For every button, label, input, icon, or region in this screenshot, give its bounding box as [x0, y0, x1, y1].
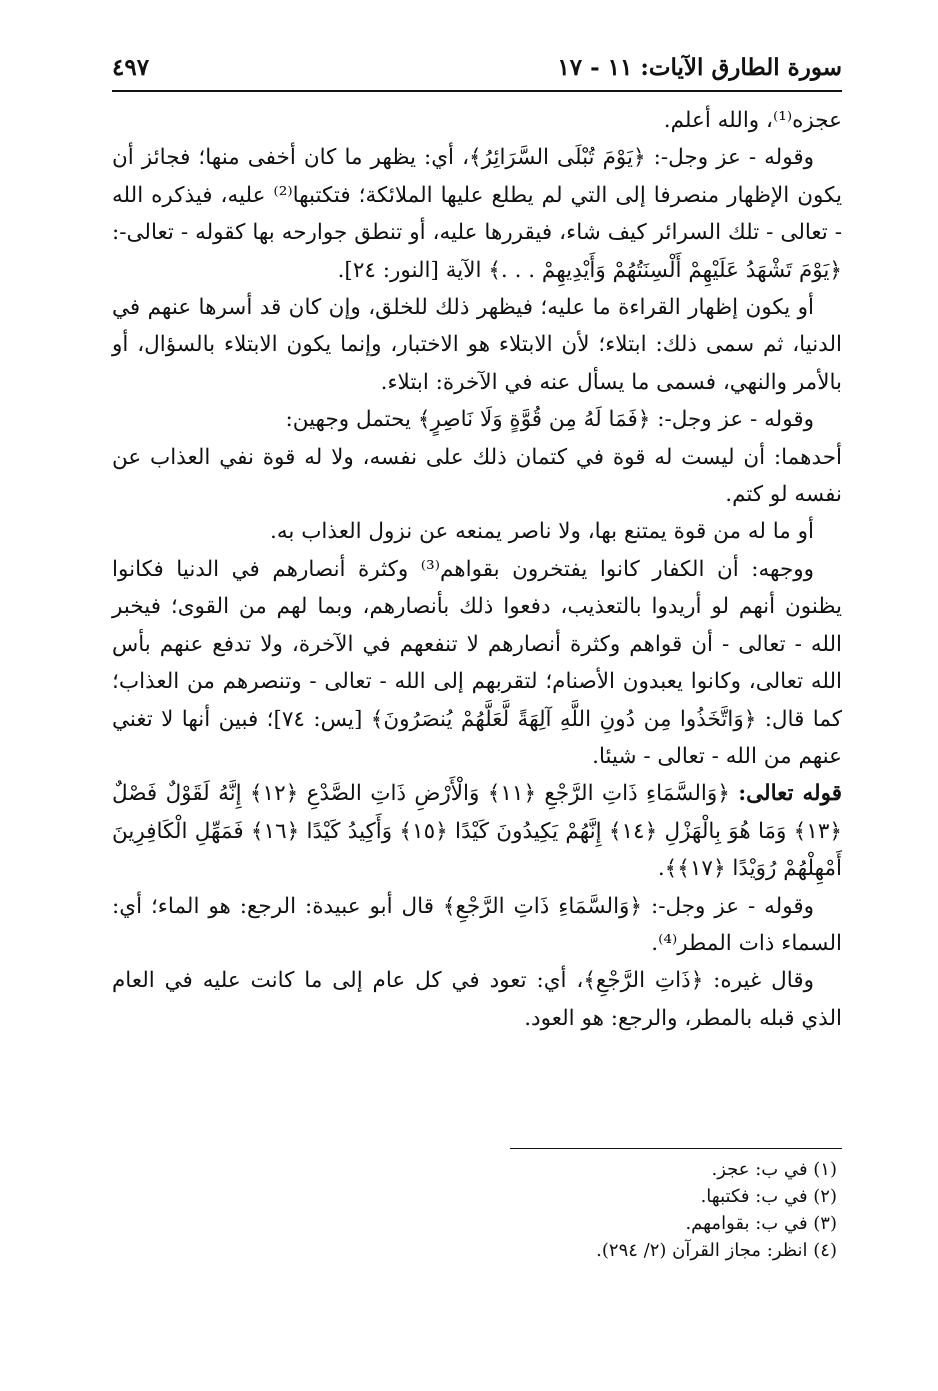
footnote: (٢) في ب: فكتبها.	[700, 1186, 837, 1207]
header-rule	[112, 90, 842, 92]
paragraph: وقوله - عز وجل-: ﴿يَوْمَ تُبْلَى السَّرَائِرُ﴾، أي: يظهر ما كان أخفى منها؛ فجائز أن يكون الإظهار منصرفا إلى التي لم يطلع عليها الملائكة؛ فتكتبها⁽²⁾ عليه، فيذكره الله - تعالى - تلك السرائر كيف شاء، فيقررها عليه، أو تنطق جوارحه بها كقوله - تعالى-: ﴿يَوْمَ تَشْهَدُ عَلَيْهِمْ أَلْسِنَتُهُمْ وَأَيْدِيهِمْ . . .﴾ الآية [النور: ٢٤].	[112, 145, 843, 283]
running-title: سورة الطارق الآيات: ١١ - ١٧	[557, 54, 842, 81]
paragraph: عجزه⁽¹⁾، والله أعلم.	[663, 108, 842, 133]
verse-block	[112, 775, 842, 887]
footnote: (٤) انظر: مجاز القرآن (٢/ ٢٩٤).	[596, 1240, 837, 1261]
footnotes	[112, 1156, 837, 1264]
footnote: (١) في ب: عجز.	[711, 1159, 837, 1180]
footnote: (٣) في ب: بقوامهم.	[685, 1213, 837, 1234]
verse-text: ﴿وَالسَّمَاءِ ذَاتِ الرَّجْعِ ﴿١١﴾ وَالْأَرْضِ ذَاتِ الصَّدْعِ ﴿١٢﴾ إِنَّهُ لَقَوْلٌ فَصْلٌ ﴿١٣﴾ وَمَا هُوَ بِالْهَزْلِ ﴿١٤﴾ إِنَّهُمْ يَكِيدُونَ كَيْدًا ﴿١٥﴾ وَأَكِيدُ كَيْدًا ﴿١٦﴾ فَمَهِّلِ الْكَافِرِينَ أَمْهِلْهُمْ رُوَيْدًا ﴿١٧﴾﴾.	[112, 781, 842, 882]
page-header	[112, 48, 842, 88]
paragraph: أحدهما: أن ليست له قوة في كتمان ذلك على نفسه، ولا له قوة نفي العذاب عن نفسه لو كتم.	[112, 444, 842, 508]
verse-lead: قوله تعالى:	[738, 781, 842, 807]
paragraph: أو يكون إظهار القراءة ما عليه؛ فيظهر ذلك للخلق، وإن كان قد أسرها عنهم في الدنيا، ثم سمى ذلك: ابتلاء؛ لأن الابتلاء هو الاختبار، وإنما يكون الابتلاء بالسؤال، أو بالأمر والنهي، فسمى ما يسأل عنه في الآخرة: ابتلاء.	[112, 295, 842, 395]
page-number: ٤٩٧	[112, 54, 150, 81]
paragraph: وقوله - عز وجل-: ﴿فَمَا لَهُ مِن قُوَّةٍ وَلَا نَاصِرٍ﴾ يحتمل وجهين:	[285, 407, 814, 433]
footnote-separator	[510, 1148, 842, 1149]
main-text	[112, 102, 842, 1037]
paragraph: ووجهه: أن الكفار كانوا يفتخرون بقواهم⁽³⁾ وكثرة أنصارهم في الدنيا فكانوا يظنون أنهم لو أريدوا بالتعذيب، دفعوا ذلك بأنصارهم، وبما لهم من القوى؛ فيخبر الله - تعالى - أن قواهم وكثرة أنصارهم لا تنفعهم في الآخرة، ولا تدفع عنهم بأس الله تعالى، وكانوا يعبدون الأصنام؛ لتقربهم إلى الله - تعالى - وتنصرهم من العذاب؛ كما قال: ﴿وَاتَّخَذُوا مِن دُونِ اللَّهِ آلِهَةً لَّعَلَّهُمْ يُنصَرُونَ﴾ [يس: ٧٤]؛ فبين أنها لا تغني عنهم من الله - تعالى - شيئا.	[112, 556, 842, 769]
paragraph: وقال غيره: ﴿ذَاتِ الرَّجْعِ﴾، أي: تعود في كل عام إلى ما كانت عليه في العام الذي قبله بالمطر، والرجع: هو العود.	[112, 968, 842, 1031]
paragraph: أو ما له من قوة يمتنع بها، ولا ناصر يمنعه عن نزول العذاب به.	[270, 519, 814, 545]
paragraph: وقوله - عز وجل-: ﴿وَالسَّمَاءِ ذَاتِ الرَّجْعِ﴾ قال أبو عبيدة: الرجع: هو الماء؛ أي: السماء ذات المطر⁽⁴⁾.	[112, 893, 842, 956]
